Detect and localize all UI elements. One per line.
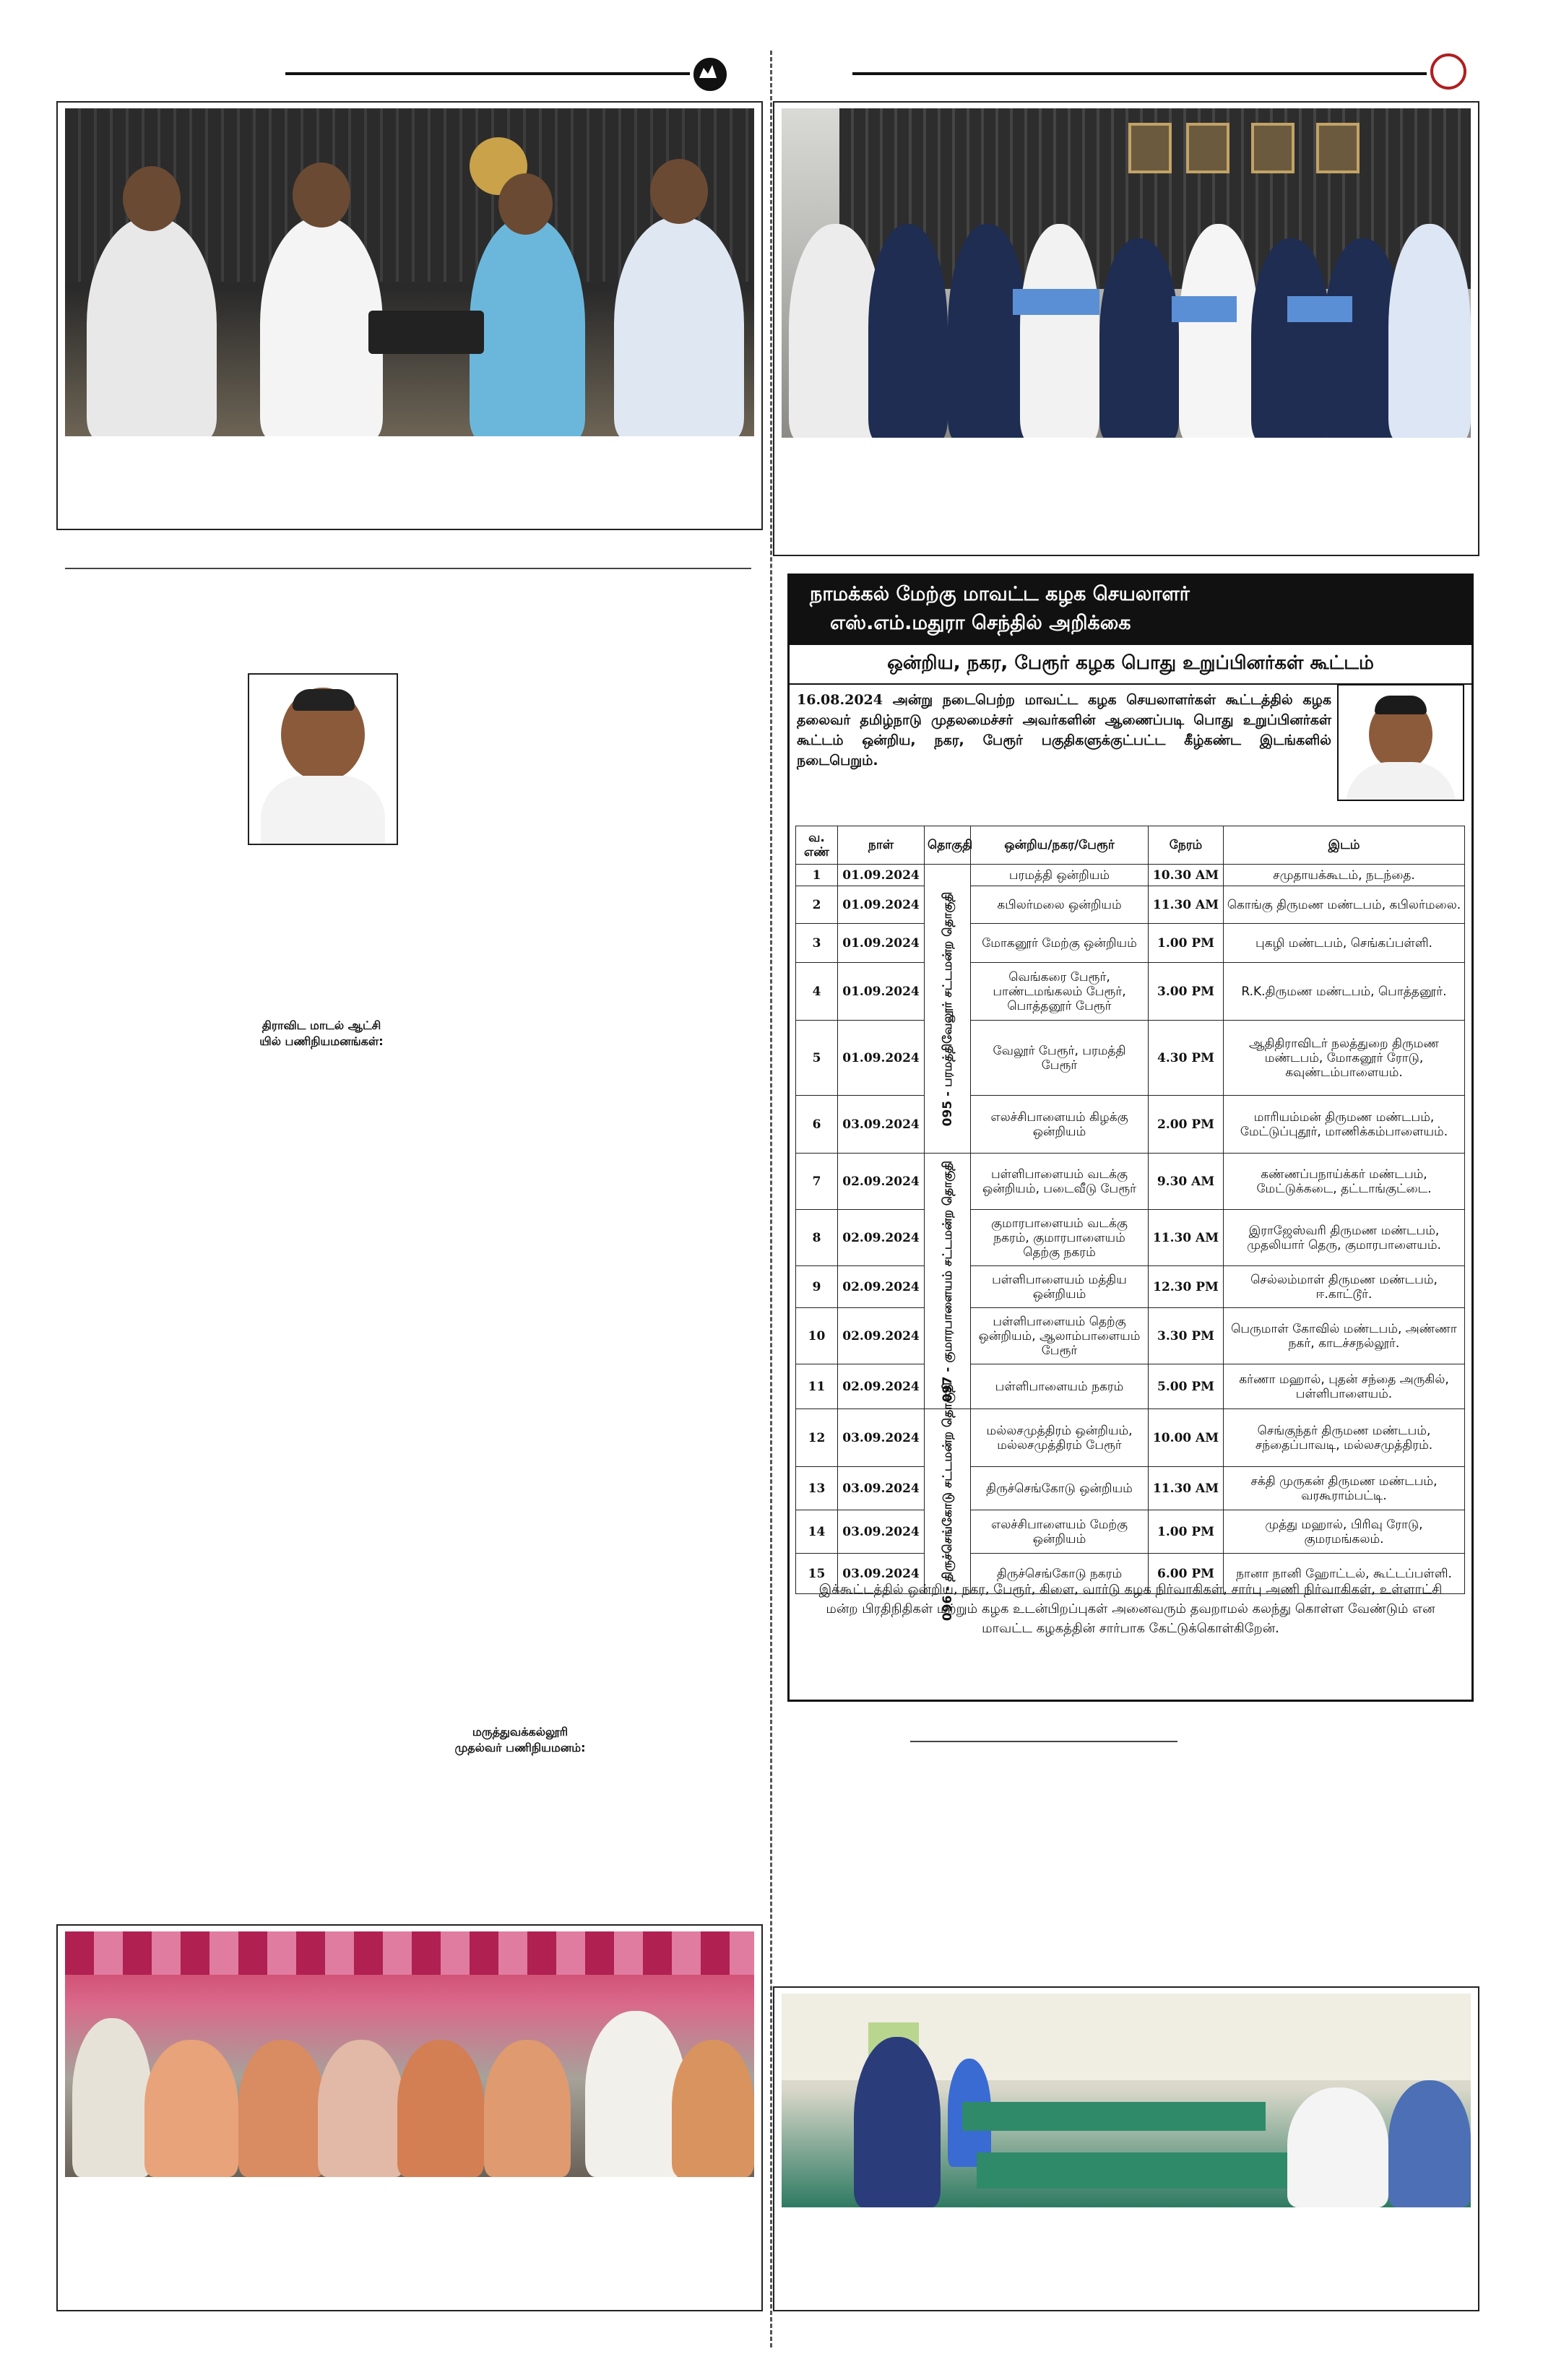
- table-row: 8 02.09.2024 குமாரபாளையம் வடக்கு நகரம், குமாரபாளையம் தெற்கு நகரம் 11.30 AM இராஜேஸ்வரி திருமண மண்டபம், முதலியார் தெரு, குமாரபாளையம்.: [796, 1210, 1465, 1266]
- masthead-logo-icon: [693, 58, 727, 91]
- table-row: 7 02.09.2024 097 - குமாரபாளையம் சட்டமன்ற தொகுதி பள்ளிபாளையம் வடக்கு ஒன்றியம், படைவீடு பேரூர் 9.30 AM கண்ணப்பநாய்க்கர் மண்டபம், மேட்டுக்கடை, தட்டாங்குட்டை.: [796, 1154, 1465, 1210]
- notice-title-line2: எஸ்.எம்.மதுரா செந்தில் அறிக்கை: [830, 612, 1131, 634]
- col-header-venue: இடம்: [1224, 826, 1465, 865]
- constituency-095: 095 - பரமத்திவேலூர் சட்டமன்ற தொகுதி: [925, 865, 971, 1154]
- notice-intro: [797, 690, 1331, 771]
- col-header-constituency: தொகுதி: [925, 826, 971, 865]
- notice-intro-date: 16.08.2024: [797, 692, 883, 708]
- constituency-097: 097 - குமாரபாளையம் சட்டமன்ற தொகுதி: [925, 1154, 971, 1409]
- table-row: 4 01.09.2024 வெங்கரை பேரூர், பாண்டமங்கலம் பேரூர், பொத்தனூர் பேரூர் 3.00 PM R.K.திருமண மண்டபம், பொத்தனூர்.: [796, 963, 1465, 1021]
- header-rule-left: [285, 72, 690, 75]
- left-heading-3: மருத்துவக்கல்லூரி: [472, 1725, 569, 1739]
- left-heading-4: முதல்வர் பணிநியமனம்:: [454, 1741, 586, 1754]
- table-header-row: [796, 826, 1465, 865]
- photo-classroom: [782, 1994, 1471, 2207]
- table-row: 11 02.09.2024 பள்ளிபாளையம் நகரம் 5.00 PM கர்ணா மஹால், புதன் சந்தை அருகில், பள்ளிபாளையம்.: [796, 1364, 1465, 1409]
- notice-header: [790, 576, 1471, 645]
- photo-students-group: [782, 108, 1471, 438]
- table-row: 9 02.09.2024 பள்ளிபாளையம் மத்திய ஒன்றியம் 12.30 PM செல்லம்மாள் திருமண மண்டபம், ஈ.காட்டூர்.: [796, 1266, 1465, 1308]
- table-row: 6 03.09.2024 எலச்சிபாளையம் கிழக்கு ஒன்றியம் 2.00 PM மாரியம்மன் திருமண மண்டபம், மேட்டுப்புதூர், மாணிக்கம்பாளையம்.: [796, 1096, 1465, 1154]
- right-column-rule: [910, 1741, 1177, 1742]
- col-header-unit: ஒன்றிய/நகர/பேரூர்: [971, 826, 1149, 865]
- notice-footer: இக்கூட்டத்தில் ஒன்றிய, நகர, பேரூர், கிளை, வார்டு கழக நிர்வாகிகள், சார்பு அணி நிர்வாகிகள், உள்ளாட்சி மன்ற பிரதிநிதிகள் மற்றும் கழக உடன்பிறப்புகள் அனைவரும் தவறாமல் கலந்து கொள்ள வேண்டும் என மாவட்ட கழகத்தின் சார்பாக கேட்டுக்கொள்கிறேன்.: [818, 1582, 1443, 1636]
- col-header-date: நாள்: [838, 826, 925, 865]
- left-heading-1: திராவிட மாடல் ஆட்சி: [262, 1018, 381, 1032]
- table-row: 12 03.09.2024 096 - திருச்செங்கோடு சட்டமன்ற தொகுதி மல்லசமுத்திரம் ஒன்றியம், மல்லசமுத்திரம் பேரூர் 10.00 AM செங்குந்தர் திருமண மண்டபம், சந்தைப்பாவடி, மல்லசமுத்திரம்.: [796, 1409, 1465, 1467]
- photo-frame-bottom-left: [56, 1924, 763, 2311]
- secretary-portrait: [1337, 684, 1464, 801]
- photo-award-handover: [65, 108, 754, 436]
- col-header-time: நேரம்: [1149, 826, 1224, 865]
- table-row: 2 01.09.2024 கபிலர்மலை ஒன்றியம் 11.30 AM கொங்கு திருமண மண்டபம், கபிலர்மலை.: [796, 886, 1465, 924]
- header-rule-right: [852, 72, 1427, 75]
- portrait-left-frame: [248, 673, 398, 845]
- constituency-096: 096 - திருச்செங்கோடு சட்டமன்ற தொகுதி: [925, 1409, 971, 1594]
- column-divider: [770, 51, 772, 2347]
- photo-frame-top-right: [773, 101, 1479, 556]
- table-row: 14 03.09.2024 எலச்சிபாளையம் மேற்கு ஒன்றியம் 1.00 PM முத்து மஹால், பிரிவு ரோடு, குமரமங்கலம்.: [796, 1510, 1465, 1554]
- photo-frame-top-left: [56, 101, 763, 530]
- photo-religious-event: [65, 1931, 754, 2177]
- table-row: 13 03.09.2024 திருச்செங்கோடு ஒன்றியம் 11.30 AM சக்தி முருகன் திருமண மண்டபம், வரகூராம்பட்டி.: [796, 1467, 1465, 1510]
- table-row: 10 02.09.2024 பள்ளிபாளையம் தெற்கு ஒன்றியம், ஆலாம்பாளையம் பேரூர் 3.30 PM பெருமாள் கோவில் மண்டபம், அண்ணா நகர், காடச்சநல்லூர்.: [796, 1308, 1465, 1364]
- photo-frame-bottom-right: [773, 1986, 1479, 2311]
- left-column-rule: [65, 568, 751, 569]
- table-row: 3 01.09.2024 மோகனூர் மேற்கு ஒன்றியம் 1.00 PM புகழி மண்டபம், செங்கப்பள்ளி.: [796, 924, 1465, 963]
- logo-ring-icon: [1430, 53, 1466, 90]
- table-row: 15 03.09.2024 திருச்செங்கோடு நகரம் 6.00 PM நானா நானி ஹோட்டல், கூட்டப்பள்ளி.: [796, 1554, 1465, 1594]
- table-row: 1 01.09.2024 095 - பரமத்திவேலூர் சட்டமன்ற தொகுதி பரமத்தி ஒன்றியம் 10.30 AM சமுதாயக்கூடம், நடந்தை.: [796, 865, 1465, 886]
- table-row: 5 01.09.2024 வேலூர் பேரூர், பரமத்தி பேரூர் 4.30 PM ஆதிதிராவிடர் நலத்துறை திருமண மண்டபம், மோகனூர் ரோடு, கவுண்டம்பாளையம்.: [796, 1021, 1465, 1096]
- party-meeting-notice: [787, 574, 1474, 1702]
- col-header-no: வ. எண்: [796, 826, 838, 865]
- notice-intro-text: அன்று நடைபெற்ற மாவட்ட கழக செயலாளர்கள் கூட்டத்தில் கழக தலைவர் தமிழ்நாடு முதலமைச்சர் அவர்களின் ஆணைப்படி பொது உறுப்பினர்கள் கூட்டம் ஒன்றிய, நகர, பேரூர் பகுதிகளுக்குட்பட்ட கீழ்கண்ட இடங்களில் நடைபெறும்.: [797, 692, 1331, 769]
- left-heading-2: யில் பணிநியமனங்கள்:: [259, 1034, 384, 1048]
- notice-subtitle: ஒன்றிய, நகர, பேரூர் கழக பொது உறுப்பினர்கள் கூட்டம்: [790, 645, 1471, 685]
- notice-title-line1: நாமக்கல் மேற்கு மாவட்ட கழக செயலாளர்: [810, 583, 1190, 605]
